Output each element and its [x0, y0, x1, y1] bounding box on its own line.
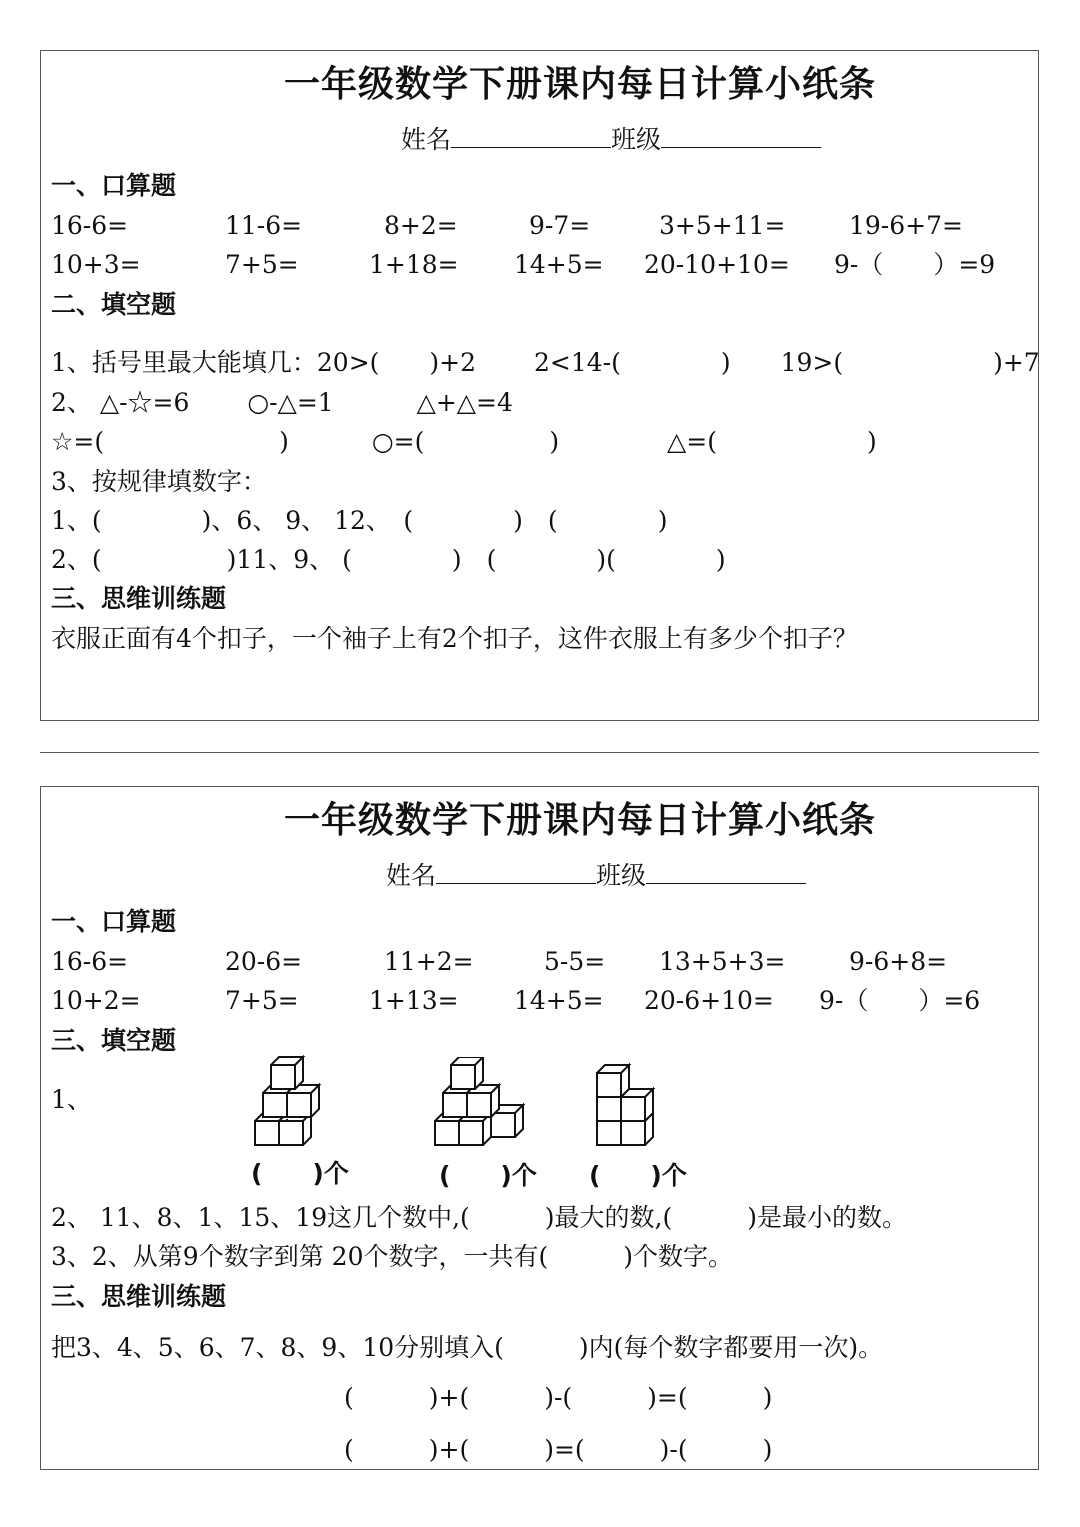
class-field[interactable] [646, 859, 806, 884]
cube-stack-figure-3 [595, 1057, 675, 1153]
problem: 13+5+3= [659, 947, 786, 976]
section-heading: 三、填空题 [51, 1026, 177, 1055]
equation-blank[interactable]: ( )+( )-( )=( ) [344, 1383, 773, 1412]
problem: 14+5= [514, 250, 604, 279]
problem: 20-6+10= [644, 986, 774, 1015]
problem: 9-6+8= [849, 947, 948, 976]
problem: 8+2= [384, 211, 458, 240]
problem: 7+5= [225, 250, 299, 279]
word-problem: 衣服正面有4个扣子，一个袖子上有2个扣子，这件衣服上有多少个扣子？ [51, 624, 858, 653]
fill-question: 3、2、从第9个数字到第 20个数字，一共有( )个数字。 [51, 1242, 733, 1271]
fill-question: 1、括号里最大能填几：20>( )+2 2<14-( ) 19>( )+7 [51, 348, 1040, 377]
class-label: 班级 [611, 125, 662, 154]
word-problem: 把3、4、5、6、7、8、9、10分别填入( )内(每个数字都要用一次)。 [51, 1333, 884, 1362]
section-heading: 三、思维训练题 [51, 1282, 227, 1311]
name-field[interactable] [436, 859, 596, 884]
section-heading: 二、填空题 [51, 290, 177, 319]
problem: 9-（ ）=9 [834, 250, 996, 279]
fill-question: 2、 11、8、1、15、19这几个数中,( )最大的数,( )是最小的数。 [51, 1203, 908, 1232]
class-label: 班级 [596, 861, 647, 890]
problem: 9-7= [529, 211, 591, 240]
fill-question: 2、 △-☆=6 ○-△=1 △+△=4 [51, 388, 513, 417]
cube-stack-figure-1 [253, 1049, 333, 1153]
problem: 1+13= [369, 986, 459, 1015]
problem: 19-6+7= [849, 211, 963, 240]
page-divider [40, 752, 1039, 753]
problem: 20-10+10= [644, 250, 790, 279]
name-class-line [401, 123, 821, 155]
problem: 16-6= [51, 947, 129, 976]
section-heading: 一、口算题 [51, 907, 177, 936]
name-label: 姓名 [386, 861, 437, 890]
section-heading: 三、思维训练题 [51, 584, 227, 613]
section-heading: 一、口算题 [51, 171, 177, 200]
worksheet-title: 一年级数学下册课内每日计算小纸条 [284, 64, 877, 105]
problem: 11+2= [384, 947, 474, 976]
fill-question: 3、按规律填数字： [51, 467, 267, 496]
worksheet-2 [40, 786, 1039, 1470]
worksheet-1 [40, 50, 1039, 721]
problem: 16-6= [51, 211, 129, 240]
problem: 9-（ ）=6 [819, 986, 981, 1015]
problem: 10+2= [51, 986, 141, 1015]
name-field[interactable] [451, 123, 611, 148]
problem: 20-6= [225, 947, 303, 976]
question-number: 1、 [51, 1085, 92, 1114]
problem: 7+5= [225, 986, 299, 1015]
name-class-line [386, 859, 806, 891]
cube-count-answer[interactable]: ( )个 [439, 1161, 537, 1190]
equation-blank[interactable]: ( )+( )=( )-( ) [344, 1435, 773, 1464]
worksheet-title: 一年级数学下册课内每日计算小纸条 [284, 800, 877, 841]
name-label: 姓名 [401, 125, 452, 154]
problem: 1+18= [369, 250, 459, 279]
problem: 11-6= [225, 211, 303, 240]
cube-count-answer[interactable]: ( )个 [251, 1159, 349, 1188]
fill-question: 2、( )11、9、 ( ) ( )( ) [51, 545, 726, 574]
problem: 10+3= [51, 250, 141, 279]
fill-question: 1、( )、6、 9、 12、 ( ) ( ) [51, 506, 668, 535]
fill-question: ☆=( ) ○=( ) △=( ) [51, 427, 877, 456]
class-field[interactable] [661, 123, 821, 148]
problem: 5-5= [544, 947, 606, 976]
cube-stack-figure-2 [433, 1057, 533, 1153]
cube-count-answer[interactable]: ( )个 [589, 1161, 687, 1190]
problem: 14+5= [514, 986, 604, 1015]
problem: 3+5+11= [659, 211, 786, 240]
